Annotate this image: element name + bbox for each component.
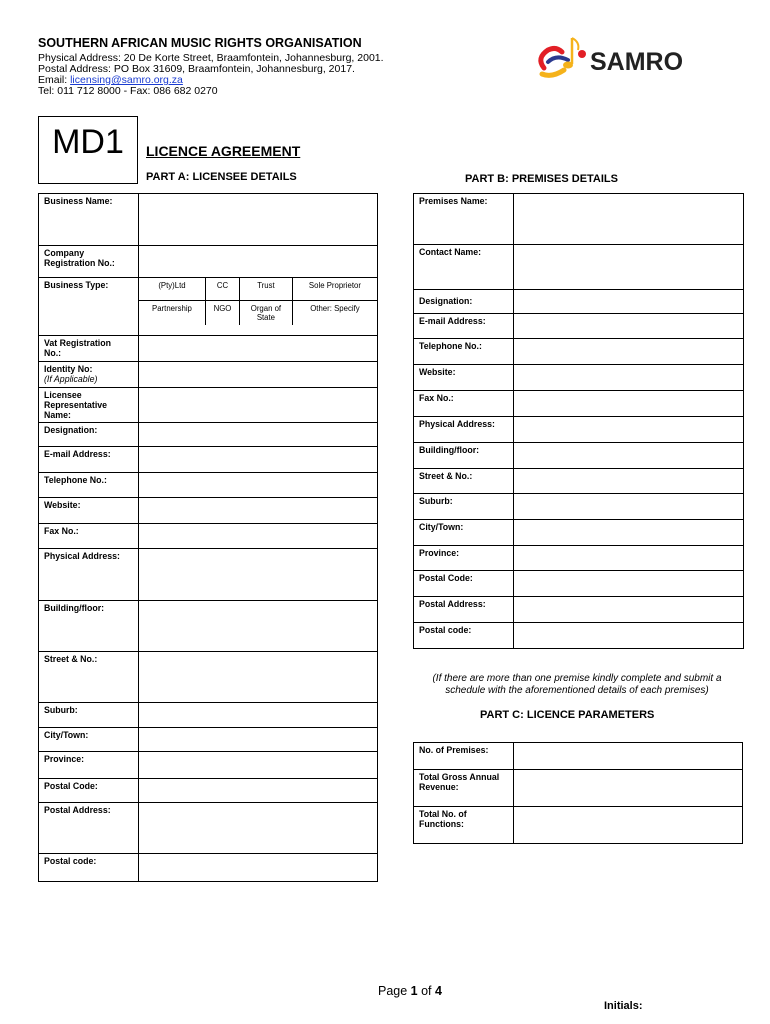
fax-field-a[interactable] [139, 524, 378, 549]
physical-field-b[interactable] [514, 417, 744, 443]
logo-text: SAMRO [590, 48, 684, 76]
postal-code-field-a[interactable] [139, 779, 378, 803]
premises-count-label: No. of Premises: [414, 743, 514, 770]
postal-address-field-b[interactable] [514, 597, 744, 623]
postal-code2-field-a[interactable] [139, 854, 378, 882]
company-reg-label: Company Registration No.: [39, 246, 139, 278]
website-field-b[interactable] [514, 365, 744, 391]
vat-field[interactable] [139, 336, 378, 362]
licence-parameters-table [413, 742, 743, 844]
suburb-label-b: Suburb: [414, 494, 514, 520]
premises-count-field[interactable] [514, 743, 743, 770]
postal-address-label-b: Postal Address: [414, 597, 514, 623]
email-label-b: E-mail Address: [414, 314, 514, 339]
physical-field-a[interactable] [139, 549, 378, 601]
suburb-field-b[interactable] [514, 494, 744, 520]
licensee-details-table [38, 193, 378, 882]
building-label-a: Building/floor: [39, 601, 139, 652]
company-reg-field[interactable] [139, 246, 378, 278]
email-field-a[interactable] [139, 447, 378, 473]
telephone-label-b: Telephone No.: [414, 339, 514, 365]
designation-label: Designation: [39, 423, 139, 447]
website-label-b: Website: [414, 365, 514, 391]
building-field-b[interactable] [514, 443, 744, 469]
city-label-b: City/Town: [414, 520, 514, 546]
province-label-a: Province: [39, 752, 139, 779]
postal-code-field-b[interactable] [514, 571, 744, 597]
fax-field-b[interactable] [514, 391, 744, 417]
postal-address-field-a[interactable] [139, 803, 378, 854]
initials-label: Initials: [604, 1000, 643, 1012]
postal-code-label-a: Postal Code: [39, 779, 139, 803]
rep-label: Licensee Representative Name: [39, 388, 139, 423]
type-trust[interactable]: Trust [239, 278, 292, 300]
postal-code2-label-b: Postal code: [414, 623, 514, 649]
revenue-label: Total Gross Annual Revenue: [414, 770, 514, 807]
website-field-a[interactable] [139, 498, 378, 524]
telephone-label-a: Telephone No.: [39, 473, 139, 498]
contact-name-field[interactable] [514, 245, 744, 290]
type-pty[interactable]: (Pty)Ltd [139, 278, 205, 300]
physical-address: Physical Address: 20 De Korte Street, Braamfontein, Johannesburg, 2001. [38, 52, 384, 64]
postal-code2-field-b[interactable] [514, 623, 744, 649]
postal-address: Postal Address: PO Box 31609, Braamfontein, Johannesburg, 2017. [38, 63, 355, 75]
street-field-b[interactable] [514, 469, 744, 494]
street-label-b: Street & No.: [414, 469, 514, 494]
premises-note: (If there are more than one premise kindly complete and submit a schedule with the aforementioned details of each premises) [432, 673, 722, 696]
building-label-b: Building/floor: [414, 443, 514, 469]
telephone-field-a[interactable] [139, 473, 378, 498]
type-other[interactable]: Other: Specify [310, 303, 360, 313]
functions-field[interactable] [514, 807, 743, 844]
email-label-a: E-mail Address: [39, 447, 139, 473]
province-field-b[interactable] [514, 546, 744, 571]
revenue-field[interactable] [514, 770, 743, 807]
postal-code2-label-a: Postal code: [39, 854, 139, 882]
identity-label: Identity No: (If Applicable) [39, 362, 139, 388]
postal-code-label-b: Postal Code: [414, 571, 514, 597]
physical-label-a: Physical Address: [39, 549, 139, 601]
functions-label: Total No. of Functions: [414, 807, 514, 844]
premises-name-field[interactable] [514, 194, 744, 245]
province-label-b: Province: [414, 546, 514, 571]
page-number: Page 1 of 4 [378, 984, 442, 998]
part-a-title: PART A: LICENSEE DETAILS [146, 171, 297, 183]
email-link[interactable]: licensing@samro.org.za [70, 74, 183, 86]
business-name-field[interactable] [139, 194, 378, 246]
designation-field-b[interactable] [514, 290, 744, 314]
city-field-a[interactable] [139, 728, 378, 752]
premises-details-table [413, 193, 744, 649]
website-label-a: Website: [39, 498, 139, 524]
type-partnership[interactable]: Partnership [139, 300, 205, 325]
building-field-a[interactable] [139, 601, 378, 652]
type-sole[interactable]: Sole Proprietor [292, 278, 377, 300]
vat-label: Vat Registration No.: [39, 336, 139, 362]
fax-label-b: Fax No.: [414, 391, 514, 417]
telephone-field-b[interactable] [514, 339, 744, 365]
email-label: Email: [38, 74, 71, 86]
province-field-a[interactable] [139, 752, 378, 779]
identity-field[interactable] [139, 362, 378, 388]
form-code: MD1 [38, 116, 138, 184]
business-type-options [139, 278, 378, 336]
page-title: LICENCE AGREEMENT [146, 143, 301, 159]
designation-label-b: Designation: [414, 290, 514, 314]
city-label-a: City/Town: [39, 728, 139, 752]
email-field-b[interactable] [514, 314, 744, 339]
org-name: SOUTHERN AFRICAN MUSIC RIGHTS ORGANISATION [38, 36, 362, 50]
postal-address-label-a: Postal Address: [39, 803, 139, 854]
samro-logo [534, 34, 704, 80]
street-field-a[interactable] [139, 652, 378, 703]
city-field-b[interactable] [514, 520, 744, 546]
part-c-title: PART C: LICENCE PARAMETERS [480, 709, 655, 721]
part-b-title: PART B: PREMISES DETAILS [465, 173, 618, 185]
business-type-label: Business Type: [39, 278, 139, 336]
contact-name-label: Contact Name: [414, 245, 514, 290]
physical-label-b: Physical Address: [414, 417, 514, 443]
type-cc[interactable]: CC [205, 278, 239, 300]
street-label-a: Street & No.: [39, 652, 139, 703]
premises-name-label: Premises Name: [414, 194, 514, 245]
fax-label-a: Fax No.: [39, 524, 139, 549]
designation-field[interactable] [139, 423, 378, 447]
suburb-label-a: Suburb: [39, 703, 139, 728]
type-ngo[interactable]: NGO [205, 300, 239, 325]
tel-fax: Tel: 011 712 8000 - Fax: 086 682 0270 [38, 85, 218, 97]
type-organ[interactable]: Organ of State [239, 300, 292, 325]
business-name-label: Business Name: [39, 194, 139, 246]
rep-field[interactable] [139, 388, 378, 423]
suburb-field-a[interactable] [139, 703, 378, 728]
